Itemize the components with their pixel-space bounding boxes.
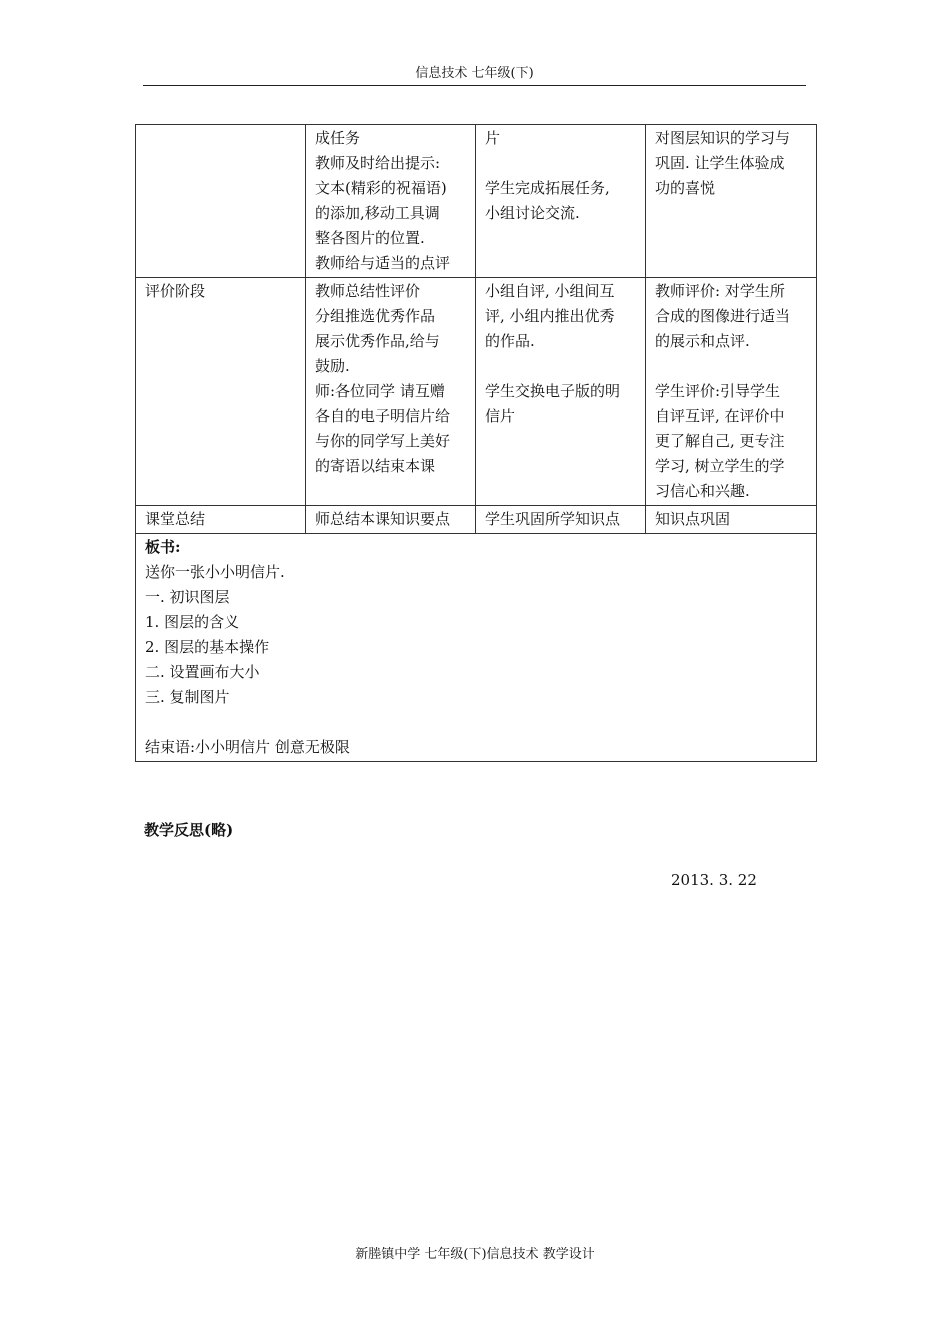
student-cell <box>476 278 646 506</box>
text-line: 小组自评, 小组间互 <box>485 282 615 300</box>
text-line <box>485 354 637 379</box>
board-title: 板书: <box>145 538 181 556</box>
stage-cell <box>136 278 306 506</box>
text-line: 的添加,移动工具调 <box>315 204 440 222</box>
text-line: 三. 复制图片 <box>145 688 230 706</box>
stage-label: 评价阶段 <box>145 282 206 300</box>
table-row <box>136 125 817 278</box>
text-line <box>145 710 808 735</box>
text-line: 学生交换电子版的明 <box>485 382 621 400</box>
text-line: 鼓励. <box>315 357 350 375</box>
text-line: 学生评价:引导学生 <box>655 382 781 400</box>
teacher-cell <box>306 278 476 506</box>
text-line: 教师及时给出提示: <box>315 154 441 172</box>
board-row <box>136 534 817 762</box>
stage-cell <box>136 506 306 534</box>
text-line: 教师评价: 对学生所 <box>655 282 785 300</box>
text-line: 成任务 <box>315 129 361 147</box>
text-line: 学生完成拓展任务, <box>485 179 610 197</box>
text-line: 巩固. 让学生体验成 <box>655 154 785 172</box>
document-date: 2013. 3. 22 <box>671 871 757 889</box>
stage-label: 课堂总结 <box>145 510 206 528</box>
table-row <box>136 506 817 534</box>
table-row <box>136 278 817 506</box>
teacher-cell <box>306 125 476 278</box>
text-line: 的作品. <box>485 332 535 350</box>
text-line: 一. 初识图层 <box>145 588 230 606</box>
student-cell <box>476 125 646 278</box>
teacher-cell <box>306 506 476 534</box>
text-line <box>485 151 637 176</box>
text-line: 学习, 树立学生的学 <box>655 457 785 475</box>
text-line: 学生巩固所学知识点 <box>485 510 621 528</box>
text-line: 合成的图像进行适当 <box>655 307 791 325</box>
header-title: 信息技术 七年级(下) <box>415 66 534 81</box>
text-line: 分组推选优秀作品 <box>315 307 436 325</box>
text-line <box>655 354 808 379</box>
text-line: 对图层知识的学习与 <box>655 129 791 147</box>
text-line: 知识点巩固 <box>655 510 731 528</box>
text-line: 功的喜悦 <box>655 179 716 197</box>
blackboard-cell <box>136 534 817 762</box>
board-lines <box>145 560 808 760</box>
text-line: 结束语:小小明信片 创意无极限 <box>145 738 350 756</box>
text-line: 文本(精彩的祝福语) <box>315 179 447 197</box>
text-line: 更了解自己, 更专注 <box>655 432 785 450</box>
text-line: 习信心和兴趣. <box>655 482 750 500</box>
text-line: 教师给与适当的点评 <box>315 254 451 272</box>
text-line: 与你的同学写上美好 <box>315 432 451 450</box>
text-line: 师:各位同学 请互赠 <box>315 382 445 400</box>
text-line: 1. 图层的含义 <box>145 613 240 631</box>
intent-cell <box>646 506 817 534</box>
page-footer: 新塍镇中学 七年级(下)信息技术 教学设计 <box>355 1247 595 1262</box>
intent-cell <box>646 125 817 278</box>
text-line: 信片 <box>485 407 516 425</box>
student-cell <box>476 506 646 534</box>
lesson-plan-table <box>135 124 817 762</box>
text-line: 评, 小组内推出优秀 <box>485 307 615 325</box>
text-line: 各自的电子明信片给 <box>315 407 451 425</box>
stage-cell <box>136 125 306 278</box>
text-line: 的展示和点评. <box>655 332 750 350</box>
text-line: 整各图片的位置. <box>315 229 425 247</box>
text-line: 2. 图层的基本操作 <box>145 638 270 656</box>
text-line: 片 <box>485 129 501 147</box>
text-line: 自评互评, 在评价中 <box>655 407 785 425</box>
text-line: 教师总结性评价 <box>315 282 421 300</box>
teaching-reflection: 教学反思(略) <box>144 821 234 839</box>
page-header <box>143 64 806 86</box>
text-line: 展示优秀作品,给与 <box>315 332 440 350</box>
intent-cell <box>646 278 817 506</box>
text-line: 小组讨论交流. <box>485 204 580 222</box>
text-line: 二. 设置画布大小 <box>145 663 260 681</box>
text-line: 送你一张小小明信片. <box>145 563 285 581</box>
text-line: 的寄语以结束本课 <box>315 457 436 475</box>
text-line: 师总结本课知识要点 <box>315 510 451 528</box>
